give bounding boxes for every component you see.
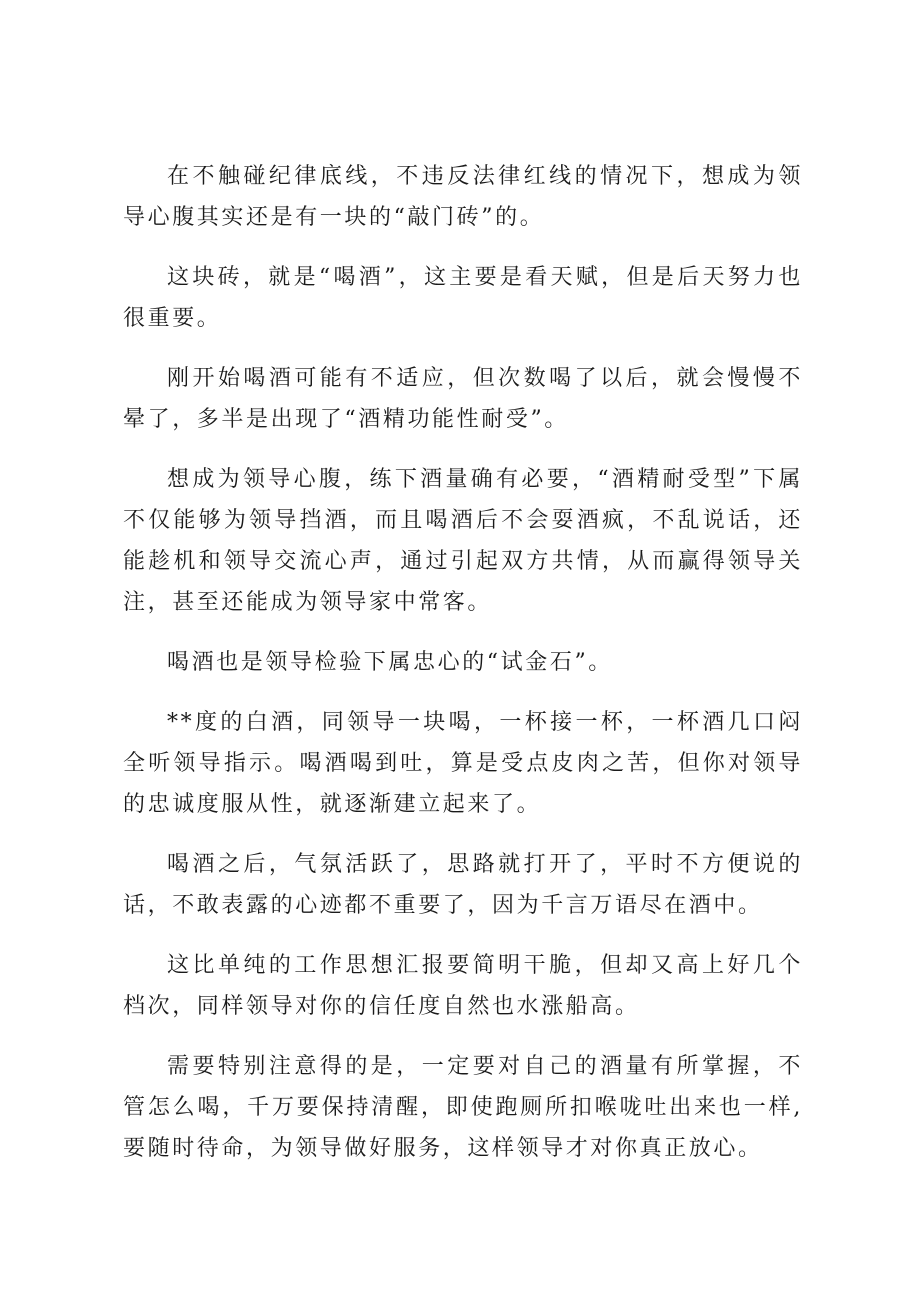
paragraph: 刚开始喝酒可能有不适应，但次数喝了以后，就会慢慢不晕了，多半是出现了“酒精功能性耐受”。 (123, 366, 803, 432)
paragraph: 想成为领导心腹，练下酒量确有必要，“酒精耐受型”下属不仅能够为领导挡酒，而且喝酒后不会耍酒疯，不乱说话，还能趁机和领导交流心声，通过引起双方共情，从而赢得领导关注，甚至还能成为领导家中常客。 (123, 467, 803, 615)
paragraph: **度的白酒，同领导一块喝，一杯接一杯，一杯酒几口闷全听领导指示。喝酒喝到吐，算是受点皮肉之苦，但你对领导的忠诚度服从性，就逐渐建立起来了。 (123, 710, 803, 817)
paragraph: 需要特别注意得的是，一定要对自己的酒量有所掌握，不管怎么喝，千万要保持清醒，即使跑厕所扣喉咙吐出来也一样,要随时待命，为领导做好服务，这样领导才对你真正放心。 (123, 1054, 803, 1161)
document-body (123, 156, 803, 1188)
paragraph: 喝酒之后，气氛活跃了，思路就打开了，平时不方便说的话，不敢表露的心迹都不重要了，因为千言万语尽在酒中。 (123, 852, 803, 918)
paragraph: 这比单纯的工作思想汇报要简明干脆，但却又高上好几个档次，同样领导对你的信任度自然也水涨船高。 (123, 953, 803, 1019)
paragraph: 在不触碰纪律底线，不违反法律红线的情况下，想成为领导心腹其实还是有一块的“敲门砖”的。 (123, 164, 803, 230)
paragraph: 喝酒也是领导检验下属忠心的“试金石”。 (167, 650, 613, 675)
paragraph: 这块砖，就是“喝酒”，这主要是看天赋，但是后天努力也很重要。 (123, 265, 803, 331)
